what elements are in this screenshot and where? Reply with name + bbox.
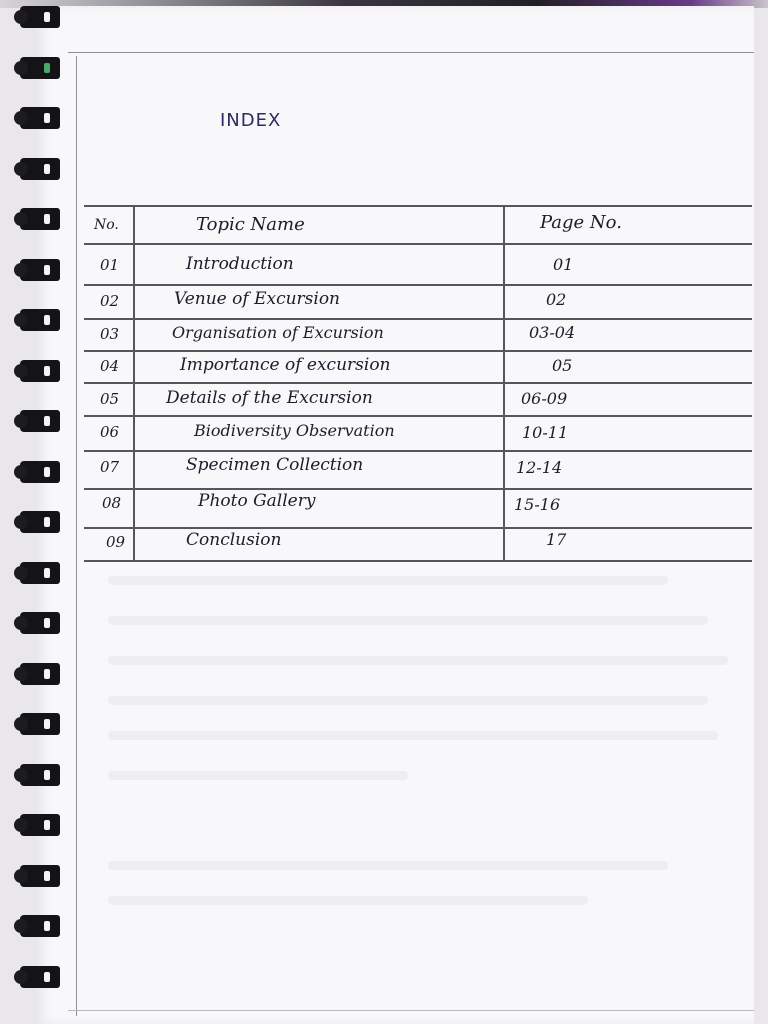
- row-number: 06: [100, 423, 120, 441]
- table-rule: [84, 488, 752, 490]
- row-number: 04: [100, 357, 120, 375]
- table-rule: [84, 284, 752, 286]
- table-rule: [84, 450, 752, 452]
- binding-ring: [20, 461, 60, 483]
- column-divider-no: [133, 205, 135, 561]
- row-page: 02: [546, 290, 567, 309]
- left-margin-line: [76, 56, 77, 1016]
- row-topic: Organisation of Excursion: [172, 323, 384, 342]
- binding-ring: [20, 915, 60, 937]
- row-page: 03-04: [529, 323, 576, 342]
- binding-ring: [20, 208, 60, 230]
- table-rule: [84, 382, 752, 384]
- binding-ring: [20, 814, 60, 836]
- binding-ring: [20, 764, 60, 786]
- table-rule: [84, 243, 752, 245]
- row-page: 01: [553, 255, 574, 274]
- binding-ring: [20, 410, 60, 432]
- row-number: 01: [100, 256, 120, 274]
- binding-ring: [20, 57, 60, 79]
- row-topic: Venue of Excursion: [174, 289, 341, 309]
- binding-ring: [20, 309, 60, 331]
- row-number: 03: [100, 325, 120, 343]
- row-topic: Details of the Excursion: [166, 388, 373, 408]
- row-page: 06-09: [521, 389, 568, 408]
- binding-ring: [20, 562, 60, 584]
- page-title: INDEX: [220, 110, 282, 131]
- binding-ring: [20, 360, 60, 382]
- table-border-bottom: [84, 560, 752, 562]
- row-page: 05: [552, 356, 573, 375]
- row-topic: Specimen Collection: [186, 455, 364, 475]
- bottom-margin-line: [68, 1010, 754, 1011]
- header-topic-name: Topic Name: [196, 214, 305, 235]
- column-divider-page: [503, 205, 505, 561]
- row-page: 15-16: [514, 495, 561, 514]
- row-number: 08: [102, 494, 122, 512]
- binding-ring: [20, 158, 60, 180]
- binding-ring: [20, 966, 60, 988]
- row-topic: Importance of excursion: [180, 355, 391, 375]
- row-topic: Photo Gallery: [198, 491, 316, 511]
- row-topic: Conclusion: [186, 530, 282, 550]
- row-number: 05: [100, 390, 120, 408]
- table-border-top: [84, 205, 752, 207]
- spiral-binding: [0, 0, 60, 1024]
- row-page: 10-11: [522, 423, 569, 442]
- row-number: 02: [100, 292, 120, 310]
- table-rule: [84, 527, 752, 529]
- notebook-page: [38, 6, 754, 1024]
- binding-ring: [20, 6, 60, 28]
- row-number: 07: [100, 458, 120, 476]
- row-topic: Introduction: [186, 254, 294, 274]
- row-number: 09: [106, 533, 126, 551]
- binding-ring: [20, 713, 60, 735]
- table-rule: [84, 318, 752, 320]
- binding-ring: [20, 511, 60, 533]
- row-topic: Biodiversity Observation: [194, 421, 395, 440]
- header-page-no: Page No.: [540, 212, 622, 233]
- binding-ring: [20, 865, 60, 887]
- table-rule: [84, 415, 752, 417]
- table-rule: [84, 350, 752, 352]
- row-page: 12-14: [516, 458, 563, 477]
- binding-ring: [20, 107, 60, 129]
- top-margin-line: [68, 52, 754, 53]
- header-no: No.: [94, 217, 119, 233]
- binding-ring: [20, 259, 60, 281]
- binding-ring: [20, 612, 60, 634]
- row-page: 17: [546, 530, 567, 549]
- binding-ring: [20, 663, 60, 685]
